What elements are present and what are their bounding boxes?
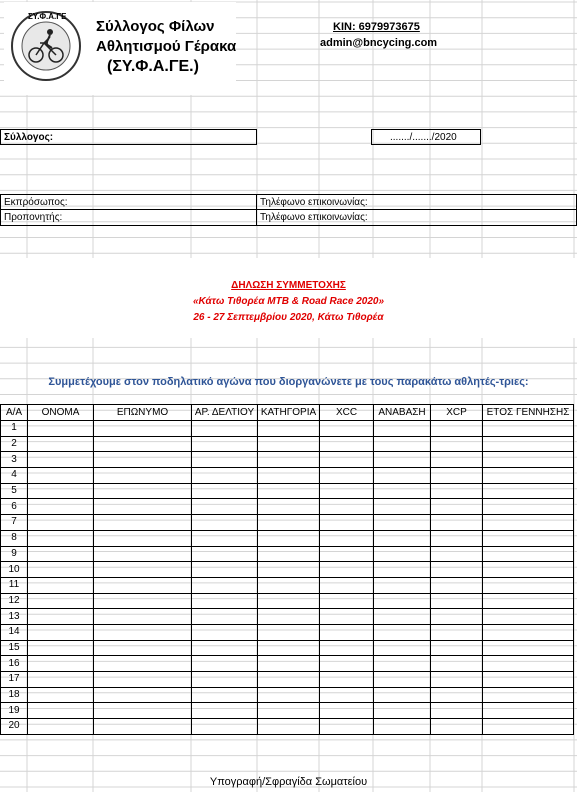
entry-cell[interactable]	[258, 656, 320, 672]
entry-cell[interactable]	[374, 703, 431, 719]
entry-cell[interactable]	[94, 562, 192, 578]
entry-cell[interactable]	[374, 593, 431, 609]
entry-cell[interactable]	[192, 640, 258, 656]
entry-cell[interactable]	[192, 452, 258, 468]
entry-cell[interactable]	[94, 719, 192, 735]
row-number: 3	[1, 452, 28, 468]
entry-cell[interactable]	[258, 640, 320, 656]
entry-cell[interactable]	[374, 719, 431, 735]
entry-cell[interactable]	[258, 499, 320, 515]
entry-cell[interactable]	[192, 719, 258, 735]
entry-cell[interactable]	[28, 624, 94, 640]
entry-cell[interactable]	[192, 436, 258, 452]
entry-cell[interactable]	[431, 687, 483, 703]
table-row	[1, 640, 574, 656]
entry-cell[interactable]	[258, 687, 320, 703]
entry-cell[interactable]	[258, 672, 320, 688]
entry-cell[interactable]	[483, 640, 574, 656]
entry-cell[interactable]	[28, 436, 94, 452]
entry-cell[interactable]	[320, 672, 374, 688]
row-number: 16	[1, 656, 28, 672]
entry-cell[interactable]	[431, 483, 483, 499]
entry-cell[interactable]	[192, 687, 258, 703]
entry-cell[interactable]	[258, 436, 320, 452]
entry-cell[interactable]	[374, 546, 431, 562]
entry-cell[interactable]	[94, 577, 192, 593]
declaration-title: ΔΗΛΩΣΗ ΣΥΜΜΕΤΟΧΗΣ	[231, 280, 346, 291]
entry-cell[interactable]	[258, 452, 320, 468]
table-header-row	[1, 405, 574, 421]
table-row	[1, 421, 574, 437]
row-number: 1	[1, 421, 28, 437]
entry-cell[interactable]	[28, 515, 94, 531]
entry-cell[interactable]	[192, 483, 258, 499]
entry-cell[interactable]	[320, 656, 374, 672]
entry-cell[interactable]	[374, 562, 431, 578]
row-number: 13	[1, 609, 28, 625]
row-number: 17	[1, 672, 28, 688]
row-number: 19	[1, 703, 28, 719]
entry-cell[interactable]	[192, 499, 258, 515]
entry-cell[interactable]	[192, 624, 258, 640]
entry-cell[interactable]	[28, 640, 94, 656]
entry-cell[interactable]	[483, 609, 574, 625]
entry-cell[interactable]	[94, 687, 192, 703]
entry-cell[interactable]	[431, 640, 483, 656]
entry-cell[interactable]	[258, 515, 320, 531]
entry-cell[interactable]	[431, 609, 483, 625]
entry-cell[interactable]	[483, 656, 574, 672]
entry-cell[interactable]	[431, 530, 483, 546]
entry-cell[interactable]	[374, 687, 431, 703]
entry-cell[interactable]	[192, 515, 258, 531]
row-number: 6	[1, 499, 28, 515]
entry-cell[interactable]	[483, 546, 574, 562]
entry-cell[interactable]	[258, 468, 320, 484]
entry-cell[interactable]	[320, 468, 374, 484]
entry-cell[interactable]	[320, 452, 374, 468]
entry-cell[interactable]	[374, 436, 431, 452]
entry-cell[interactable]	[483, 577, 574, 593]
table-row	[1, 499, 574, 515]
entry-cell[interactable]	[374, 624, 431, 640]
intro-text: Συμμετέχουμε στον ποδηλατικό αγώνα που διοργανώνετε με τους παρακάτω αθλητές-τριες:	[48, 376, 529, 388]
table-row	[1, 672, 574, 688]
entry-cell[interactable]	[431, 436, 483, 452]
table-row	[1, 656, 574, 672]
entry-cell[interactable]	[258, 421, 320, 437]
entry-cell[interactable]	[94, 656, 192, 672]
entry-cell[interactable]	[374, 640, 431, 656]
entry-cell[interactable]	[320, 703, 374, 719]
entry-cell[interactable]	[192, 672, 258, 688]
row-number: 8	[1, 530, 28, 546]
entry-cell[interactable]	[483, 436, 574, 452]
entry-cell[interactable]	[374, 672, 431, 688]
logo-text: ΣΥ.Φ.Α.ΓΕ	[28, 12, 67, 21]
entry-cell[interactable]	[192, 421, 258, 437]
table-row	[1, 452, 574, 468]
entry-cell[interactable]	[320, 562, 374, 578]
table-row	[1, 562, 574, 578]
representative-label[interactable]: Εκπρόσωπος:	[4, 197, 68, 208]
row-number: 14	[1, 624, 28, 640]
column-header: ΑΡ. ΔΕΛΤΙΟΥ	[192, 405, 258, 421]
entry-cell[interactable]	[483, 515, 574, 531]
entry-cell[interactable]	[94, 515, 192, 531]
entry-cell[interactable]	[28, 672, 94, 688]
table-row	[1, 624, 574, 640]
entry-cell[interactable]	[431, 593, 483, 609]
table-row	[1, 719, 574, 735]
entry-cell[interactable]	[94, 421, 192, 437]
entry-cell[interactable]	[320, 577, 374, 593]
entry-cell[interactable]	[374, 421, 431, 437]
entry-cell[interactable]	[94, 624, 192, 640]
column-header: ΟΝΟΜΑ	[28, 405, 94, 421]
entry-cell[interactable]	[431, 656, 483, 672]
entry-cell[interactable]	[94, 609, 192, 625]
entry-cell[interactable]	[483, 687, 574, 703]
entry-cell[interactable]	[374, 468, 431, 484]
entry-cell[interactable]	[258, 562, 320, 578]
entry-cell[interactable]	[192, 703, 258, 719]
entry-cell[interactable]	[483, 719, 574, 735]
entry-cell[interactable]	[374, 609, 431, 625]
column-header: XCP	[431, 405, 483, 421]
entry-cell[interactable]	[374, 577, 431, 593]
club-label: Σύλλογος:	[4, 132, 54, 143]
entry-cell[interactable]	[94, 530, 192, 546]
table-row	[1, 483, 574, 499]
entry-cell[interactable]	[258, 530, 320, 546]
entry-cell[interactable]	[94, 546, 192, 562]
entry-cell[interactable]	[431, 421, 483, 437]
entry-cell[interactable]	[431, 546, 483, 562]
entry-cell[interactable]	[192, 562, 258, 578]
table-row	[1, 687, 574, 703]
row-number: 7	[1, 515, 28, 531]
entry-cell[interactable]	[431, 452, 483, 468]
representative-phone-label[interactable]: Τηλέφωνο επικοινωνίας:	[260, 197, 368, 208]
entry-cell[interactable]	[28, 468, 94, 484]
entry-cell[interactable]	[28, 530, 94, 546]
entry-cell[interactable]	[28, 593, 94, 609]
entry-cell[interactable]	[483, 499, 574, 515]
entry-cell[interactable]	[320, 499, 374, 515]
entry-cell[interactable]	[28, 421, 94, 437]
row-number: 20	[1, 719, 28, 735]
entry-cell[interactable]	[28, 499, 94, 515]
coach-label[interactable]: Προπονητής:	[4, 212, 63, 223]
phone-number: ΚΙΝ: 6979973675	[333, 21, 420, 33]
column-header: XCC	[320, 405, 374, 421]
table-row	[1, 546, 574, 562]
entry-cell[interactable]	[192, 593, 258, 609]
entry-cell[interactable]	[258, 546, 320, 562]
column-header: ΑΝΑΒΑΣΗ	[374, 405, 431, 421]
entry-cell[interactable]	[320, 421, 374, 437]
entry-cell[interactable]	[320, 546, 374, 562]
entry-cell[interactable]	[483, 421, 574, 437]
entry-cell[interactable]	[431, 719, 483, 735]
row-number: 2	[1, 436, 28, 452]
entry-cell[interactable]	[258, 483, 320, 499]
entry-cell[interactable]	[94, 499, 192, 515]
coach-phone-label[interactable]: Τηλέφωνο επικοινωνίας:	[260, 212, 368, 223]
entry-cell[interactable]	[28, 452, 94, 468]
entry-cell[interactable]	[28, 577, 94, 593]
entry-cell[interactable]	[28, 609, 94, 625]
org-name-line1: Σύλλογος Φίλων	[96, 18, 215, 35]
column-header: ΚΑΤΗΓΟΡΙΑ	[258, 405, 320, 421]
entry-cell[interactable]	[483, 452, 574, 468]
table-row	[1, 593, 574, 609]
entry-cell[interactable]	[28, 483, 94, 499]
entry-cell[interactable]	[94, 703, 192, 719]
org-abbrev: (ΣΥ.Φ.Α.ΓΕ.)	[107, 58, 199, 75]
entry-cell[interactable]	[192, 530, 258, 546]
entry-cell[interactable]	[483, 703, 574, 719]
entry-cell[interactable]	[94, 640, 192, 656]
entry-cell[interactable]	[192, 577, 258, 593]
entry-cell[interactable]	[374, 499, 431, 515]
entry-cell[interactable]	[94, 593, 192, 609]
entry-cell[interactable]	[258, 703, 320, 719]
entry-cell[interactable]	[28, 562, 94, 578]
row-number: 12	[1, 593, 28, 609]
entry-cell[interactable]	[258, 577, 320, 593]
entry-cell[interactable]	[320, 609, 374, 625]
entry-cell[interactable]	[431, 672, 483, 688]
entry-cell[interactable]	[431, 468, 483, 484]
entry-cell[interactable]	[431, 624, 483, 640]
entry-cell[interactable]	[374, 530, 431, 546]
table-row	[1, 436, 574, 452]
date-value: ......./......./2020	[390, 132, 457, 143]
table-row	[1, 577, 574, 593]
table-row	[1, 703, 574, 719]
column-header: Α/Α	[1, 405, 28, 421]
entry-cell[interactable]	[320, 640, 374, 656]
entry-cell[interactable]	[258, 624, 320, 640]
entry-cell[interactable]	[320, 483, 374, 499]
entry-cell[interactable]	[483, 624, 574, 640]
entry-cell[interactable]	[483, 468, 574, 484]
signature-label: Υπογραφή/Σφραγίδα Σωματείου	[209, 776, 368, 788]
entry-cell[interactable]	[28, 546, 94, 562]
entry-cell[interactable]	[94, 468, 192, 484]
entry-cell[interactable]	[28, 656, 94, 672]
declaration-dates: 26 - 27 Σεπτεμβρίου 2020, Κάτω Τιθορέα	[193, 312, 384, 323]
entry-cell[interactable]	[258, 719, 320, 735]
entry-cell[interactable]	[374, 515, 431, 531]
row-number: 15	[1, 640, 28, 656]
row-number: 4	[1, 468, 28, 484]
entry-cell[interactable]	[431, 703, 483, 719]
table-row	[1, 468, 574, 484]
entry-cell[interactable]	[192, 609, 258, 625]
email-address: admin@bncycing.com	[320, 37, 438, 49]
declaration-event: «Κάτω Τιθορέα MTB & Road Race 2020»	[192, 296, 385, 307]
entry-cell[interactable]	[192, 656, 258, 672]
row-number: 10	[1, 562, 28, 578]
entry-cell[interactable]	[483, 562, 574, 578]
athletes-table	[0, 404, 574, 735]
entry-cell[interactable]	[192, 468, 258, 484]
entry-cell[interactable]	[28, 703, 94, 719]
entry-cell[interactable]	[28, 719, 94, 735]
entry-cell[interactable]	[320, 687, 374, 703]
contact-vdivider	[256, 194, 257, 226]
table-row	[1, 609, 574, 625]
row-number: 9	[1, 546, 28, 562]
entry-cell[interactable]	[320, 515, 374, 531]
entry-cell[interactable]	[258, 593, 320, 609]
entry-cell[interactable]	[258, 609, 320, 625]
entry-cell[interactable]	[94, 672, 192, 688]
row-number: 11	[1, 577, 28, 593]
row-number: 5	[1, 483, 28, 499]
entry-cell[interactable]	[28, 687, 94, 703]
entry-cell[interactable]	[94, 483, 192, 499]
entry-cell[interactable]	[483, 593, 574, 609]
entry-cell[interactable]	[483, 530, 574, 546]
entry-cell[interactable]	[431, 562, 483, 578]
entry-cell[interactable]	[94, 452, 192, 468]
entry-cell[interactable]	[94, 436, 192, 452]
entry-cell[interactable]	[320, 530, 374, 546]
entry-cell[interactable]	[431, 515, 483, 531]
entry-cell[interactable]	[374, 452, 431, 468]
entry-cell[interactable]	[320, 436, 374, 452]
table-row	[1, 515, 574, 531]
entry-cell[interactable]	[192, 546, 258, 562]
entry-cell[interactable]	[483, 483, 574, 499]
entry-cell[interactable]	[431, 499, 483, 515]
entry-cell[interactable]	[320, 593, 374, 609]
org-name-line2: Αθλητισμού Γέρακα	[96, 38, 237, 55]
row-number: 18	[1, 687, 28, 703]
column-header: ΕΤΟΣ ΓΕΝΝΗΣΗΣ	[483, 405, 574, 421]
entry-cell[interactable]	[320, 624, 374, 640]
table-row	[1, 530, 574, 546]
entry-cell[interactable]	[431, 577, 483, 593]
entry-cell[interactable]	[374, 483, 431, 499]
entry-cell[interactable]	[320, 719, 374, 735]
entry-cell[interactable]	[374, 656, 431, 672]
column-header: ΕΠΩΝΥΜΟ	[94, 405, 192, 421]
entry-cell[interactable]	[483, 672, 574, 688]
contact-divider	[0, 209, 577, 210]
